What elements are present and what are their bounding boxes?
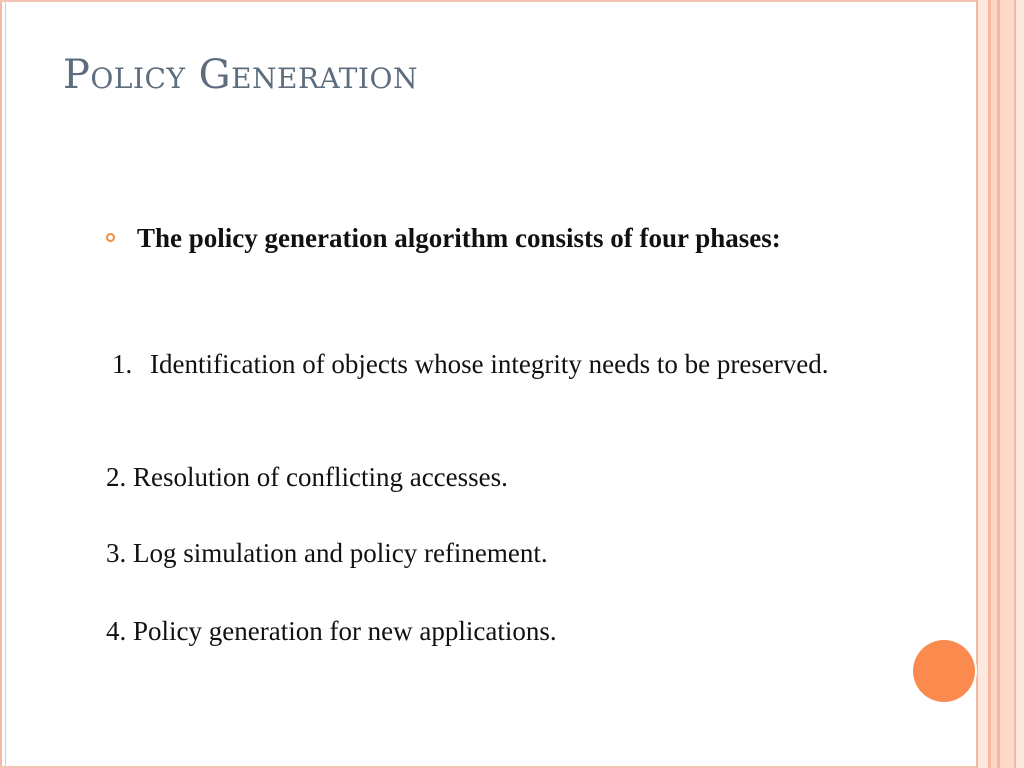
step-2: 2. Resolution of conflicting accesses. xyxy=(106,462,508,492)
bullet-point xyxy=(106,224,846,253)
bullet-text: The policy generation algorithm consists of four phases: xyxy=(137,223,781,253)
slide-title: Policy Generation xyxy=(63,52,418,98)
right-stripe xyxy=(1016,0,1024,768)
left-border-line xyxy=(0,0,2,768)
right-stripe xyxy=(1000,0,1014,768)
step-3: 3. Log simulation and policy refinement. xyxy=(106,538,548,568)
left-border-line-inner xyxy=(5,0,6,768)
bullet-ring-icon xyxy=(106,233,115,242)
decorative-circle xyxy=(913,640,975,702)
step-1 xyxy=(106,342,866,387)
step-1-number: 1. xyxy=(112,349,133,379)
step-4: 4. Policy generation for new applications. xyxy=(106,616,557,646)
top-border xyxy=(0,0,978,2)
right-stripe xyxy=(978,0,988,768)
step-1-text: Identification of objects whose integrity needs to be preserved. xyxy=(150,349,829,379)
